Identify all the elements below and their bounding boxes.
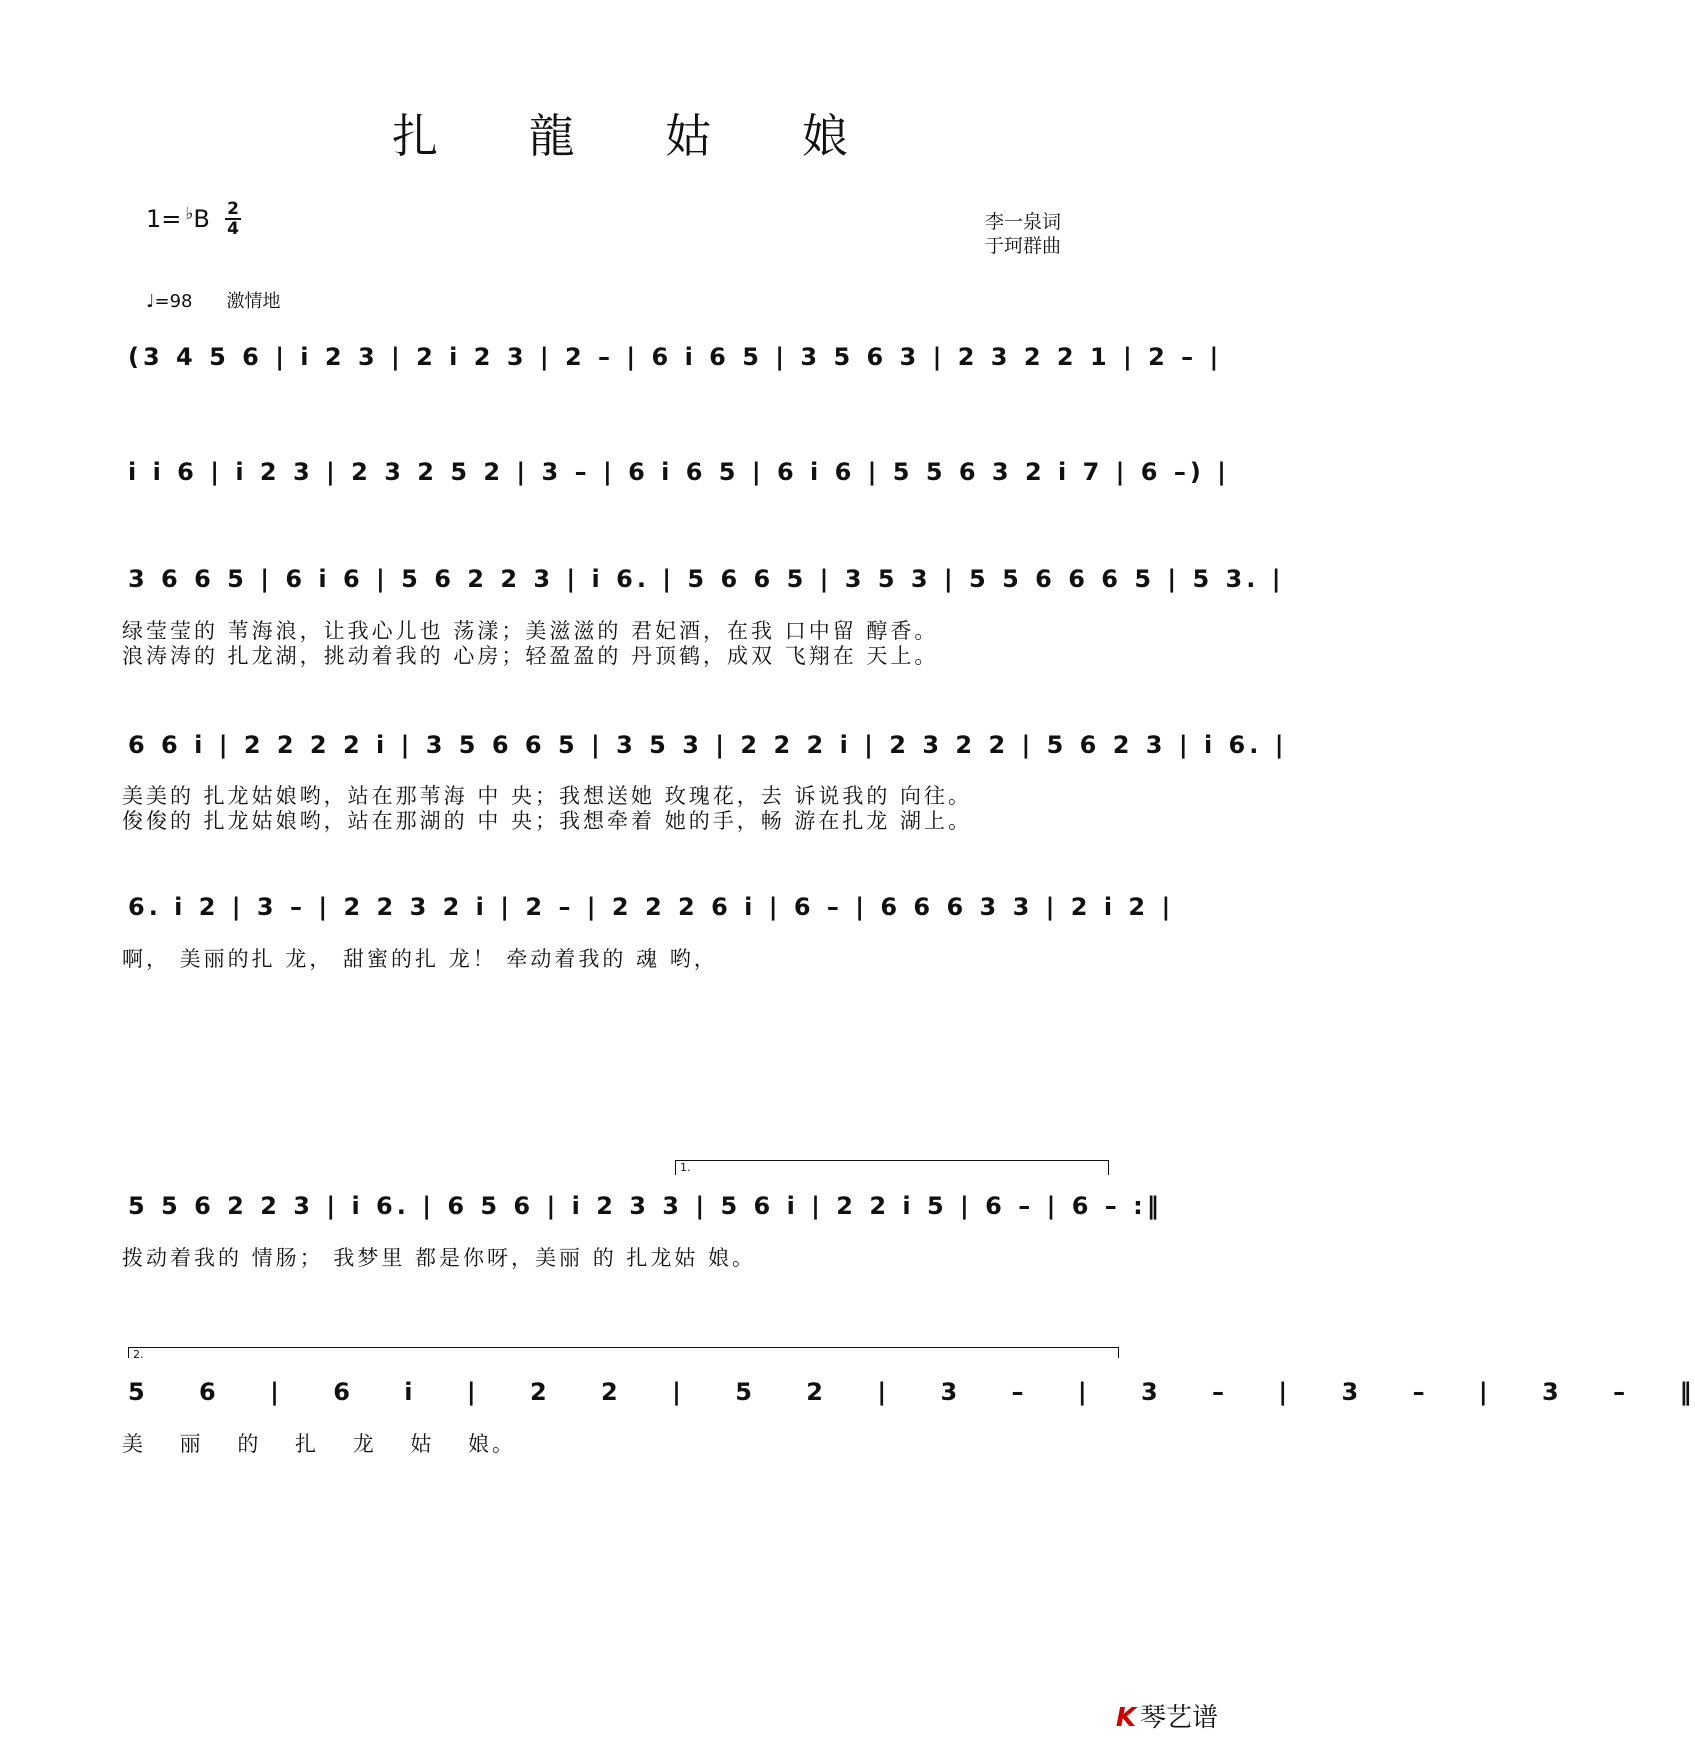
tempo-value: ♩=98: [146, 291, 193, 312]
key-signature: [146, 204, 210, 233]
score-line-3: 3 6 6 5 | 6 i 6 | 5 6 2 2 3 | i 6. | 5 6 6 5 | 3 5 3 | 5 5 6 6 6 5 | 5 3. |: [128, 565, 1285, 593]
score-line-2: i i 6 | i 2 3 | 2 3 2 5 2 | 3 – | 6 i 6 5 | 6 i 6 | 5 5 6 3 2 i 7 | 6 –) |: [128, 458, 1230, 486]
composer: 于珂群曲: [985, 235, 1062, 257]
score-line-5: 6. i 2 | 3 – | 2 2 3 2 i | 2 – | 2 2 2 6 i | 6 – | 6 6 6 3 3 | 2 i 2 |: [128, 893, 1175, 921]
lyric-line-3-verse-2: 浪涛涛的 扎龙湖，挑动着我的 心房；轻盈盈的 丹顶鹤，成双 飞翔在 天上。: [122, 644, 939, 668]
key-prefix: 1=: [146, 205, 182, 233]
lyric-line-4-verse-1: 美美的 扎龙姑娘哟，站在那苇海 中 央；我想送她 玫瑰花，去 诉说我的 向往。: [122, 784, 973, 808]
credits: [985, 210, 1061, 258]
score-line-1: (3 4 5 6 | i 2 3 | 2 i 2 3 | 2 – | 6 i 6 5 | 3 5 6 3 | 2 3 2 2 1 | 2 – |: [128, 343, 1223, 371]
expression-mark: 激情地: [226, 291, 281, 312]
song-title: 扎 龍 姑 娘: [392, 109, 886, 163]
tempo-marking: [146, 287, 280, 313]
lyric-line-7-verse-1: 美 丽 的 扎 龙 姑 娘。: [122, 1432, 517, 1456]
time-top: 2: [227, 199, 239, 219]
lyric-line-5-verse-1: 啊， 美丽的扎 龙， 甜蜜的扎 龙！ 牵动着我的 魂 哟，: [122, 947, 718, 971]
lyricist: 李一泉词: [985, 211, 1062, 233]
watermark-logo: [1116, 1697, 1218, 1734]
logo-text: 琴艺谱: [1139, 1703, 1218, 1733]
time-signature: [225, 200, 241, 238]
lyric-line-4-verse-2: 俊俊的 扎龙姑娘哟，站在那湖的 中 央；我想牵着 她的手，畅 游在扎龙 湖上。: [122, 809, 973, 833]
logo-mark: K: [1115, 1703, 1136, 1733]
volta-bracket-2: 2.: [128, 1347, 1119, 1358]
flat-sign: ♭: [185, 204, 194, 224]
score-line-6: 5 5 6 2 2 3 | i 6. | 6 5 6 | i 2 3 3 | 5 6 i | 2 2 i 5 | 6 – | 6 – :‖: [128, 1192, 1163, 1220]
score-line-7: 5 6 | 6 i | 2 2 | 5 2 | 3 – | 3 – | 3 – | 3 – ‖: [128, 1378, 1695, 1406]
key-note: B: [193, 205, 210, 233]
time-bottom: 4: [227, 219, 239, 239]
lyric-line-6-verse-1: 拨动着我的 情肠； 我梦里 都是你呀，美丽 的 扎龙姑 娘。: [122, 1246, 757, 1270]
lyric-line-3-verse-1: 绿莹莹的 苇海浪，让我心儿也 荡漾；美滋滋的 君妃酒，在我 口中留 醇香。: [122, 619, 939, 643]
volta-bracket-1: 1.: [675, 1160, 1109, 1175]
score-line-4: 6 6 i | 2 2 2 2 i | 3 5 6 6 5 | 3 5 3 | 2 2 2 i | 2 3 2 2 | 5 6 2 3 | i 6. |: [128, 731, 1288, 759]
